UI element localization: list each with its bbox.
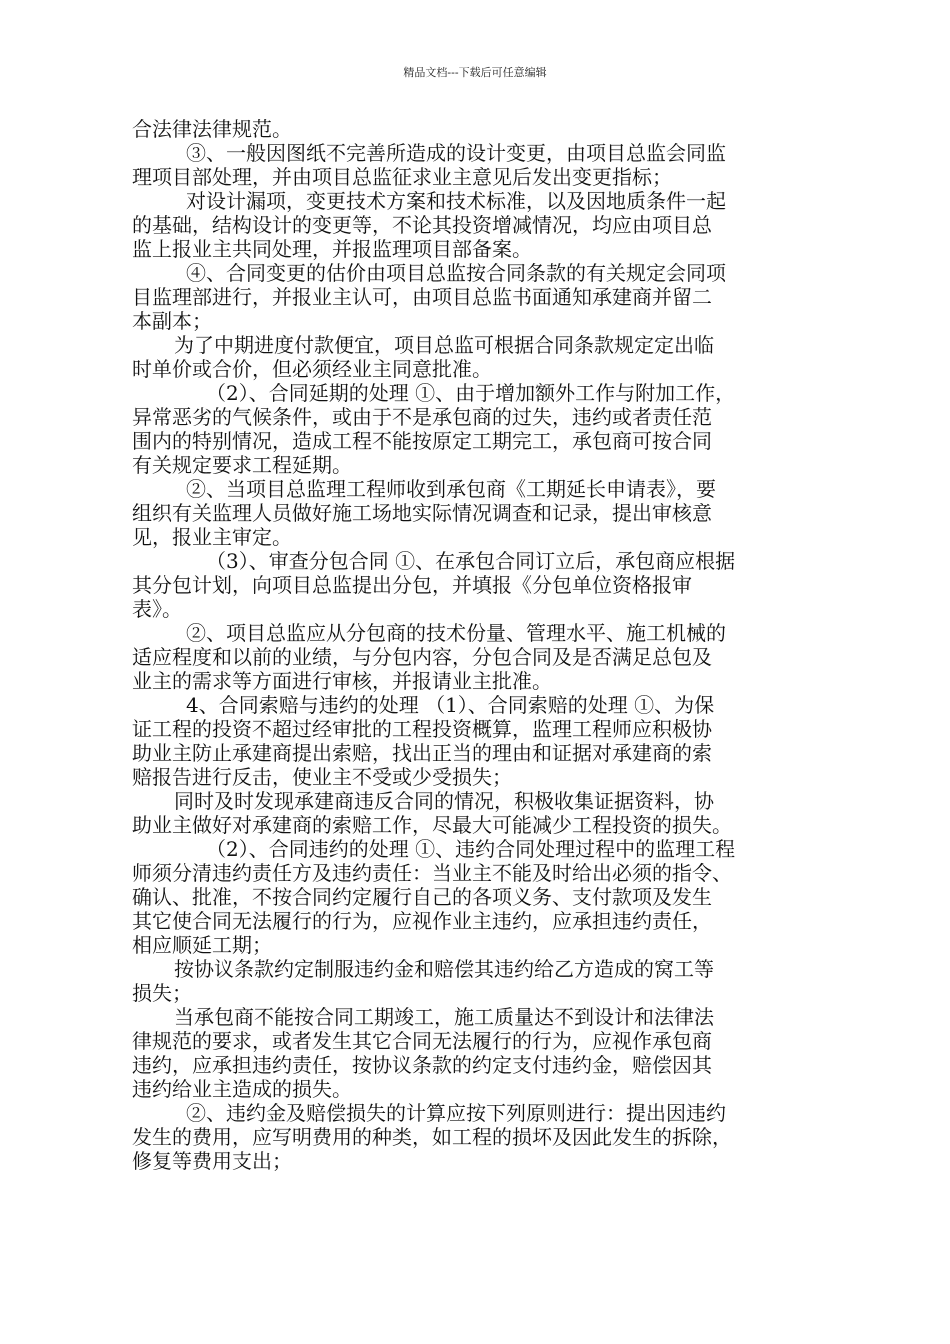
text-line: 见，报业主审定。	[132, 525, 292, 549]
text-line: 相应顺延工期；	[132, 933, 272, 957]
text-line: 组织有关监理人员做好施工场地实际情况调查和记录，提出审核意	[132, 501, 712, 525]
text-line: 监上报业主共同处理，并报监理项目部备案。	[132, 237, 532, 261]
text-line: 损失；	[132, 981, 192, 1005]
text-line: ②、项目总监应从分包商的技术份量、管理水平、施工机械的	[186, 621, 726, 645]
text-line: 同时及时发现承建商违反合同的情况，积极收集证据资料，协	[174, 789, 714, 813]
text-line: 师须分清违约责任方及违约责任：当业主不能及时给出必须的指令、	[132, 861, 732, 885]
text-line: 确认、批准，不按合同约定履行自己的各项义务、支付款项及发生	[132, 885, 712, 909]
text-line: 其它使合同无法履行的行为，应视作业主违约，应承担违约责任，	[132, 909, 712, 933]
text-line: 有关规定要求工程延期。	[132, 453, 352, 477]
text-line: 的基础，结构设计的变更等，不论其投资增减情况，均应由项目总	[132, 213, 712, 237]
text-line: 当承包商不能按合同工期竣工，施工质量达不到设计和法律法	[174, 1005, 714, 1029]
document-body	[132, 117, 820, 1173]
text-line: 违约给业主造成的损失。	[132, 1077, 352, 1101]
text-line: 律规范的要求，或者发生其它合同无法履行的行为，应视作承包商	[132, 1029, 712, 1053]
text-line: 赔报告进行反击，使业主不受或少受损失；	[132, 765, 512, 789]
text-line: ②、违约金及赔偿损失的计算应按下列原则进行：提出因违约	[186, 1101, 726, 1125]
text-line: 合法律法律规范。	[132, 117, 292, 141]
text-line: 修复等费用支出；	[132, 1149, 292, 1173]
text-line: 本副本；	[132, 309, 212, 333]
text-line: ④、合同变更的估价由项目总监按合同条款的有关规定会同项	[186, 261, 726, 285]
text-line: 为了中期进度付款便宜，项目总监可根据合同条款规定定出临	[174, 333, 714, 357]
text-line: （2）、合同延期的处理 ①、由于增加额外工作与附加工作，	[206, 381, 736, 405]
text-line: 其分包计划，向项目总监提出分包，并填报《分包单位资格报审	[132, 573, 692, 597]
text-line: 时单价或合价，但必须经业主同意批准。	[132, 357, 492, 381]
text-line: 对设计漏项，变更技术方案和技术标准，以及因地质条件一起	[186, 189, 726, 213]
text-line: 表》。	[132, 597, 182, 621]
text-line: 证工程的投资不超过经审批的工程投资概算，监理工程师应积极协	[132, 717, 712, 741]
text-line: 目监理部进行，并报业主认可，由项目总监书面通知承建商并留二	[132, 285, 712, 309]
page-header: 精品文档---下载后可任意编辑	[403, 66, 547, 79]
text-line: ③、一般因图纸不完善所造成的设计变更，由项目总监会同监	[186, 141, 726, 165]
text-line: （3）、审查分包合同 ①、在承包合同订立后，承包商应根据	[206, 549, 736, 573]
text-line: 助业主做好对承建商的索赔工作，尽最大可能减少工程投资的损失。	[132, 813, 732, 837]
text-line: 异常恶劣的气候条件，或由于不是承包商的过失，违约或者责任范	[132, 405, 712, 429]
text-line: 适应程度和以前的业绩，与分包内容，分包合同及是否满足总包及	[132, 645, 712, 669]
text-line: 4、合同索赔与违约的处理 （1）、合同索赔的处理 ①、为保	[186, 693, 715, 717]
text-line: 理项目部处理，并由项目总监征求业主意见后发出变更指标；	[132, 165, 672, 189]
text-line: 按协议条款约定制服违约金和赔偿其违约给乙方造成的窝工等	[174, 957, 714, 981]
text-line: 违约，应承担违约责任，按协议条款的约定支付违约金，赔偿因其	[132, 1053, 712, 1077]
text-line: 发生的费用，应写明费用的种类，如工程的损坏及因此发生的拆除，	[132, 1125, 732, 1149]
text-line: （2）、合同违约的处理 ①、违约合同处理过程中的监理工程	[206, 837, 736, 861]
text-line: 业主的需求等方面进行审核，并报请业主批准。	[132, 669, 552, 693]
text-line: 围内的特别情况，造成工程不能按原定工期完工，承包商可按合同	[132, 429, 712, 453]
text-line: ②、当项目总监理工程师收到承包商《工期延长申请表》，要	[186, 477, 716, 501]
text-line: 助业主防止承建商提出索赔，找出正当的理由和证据对承建商的索	[132, 741, 712, 765]
